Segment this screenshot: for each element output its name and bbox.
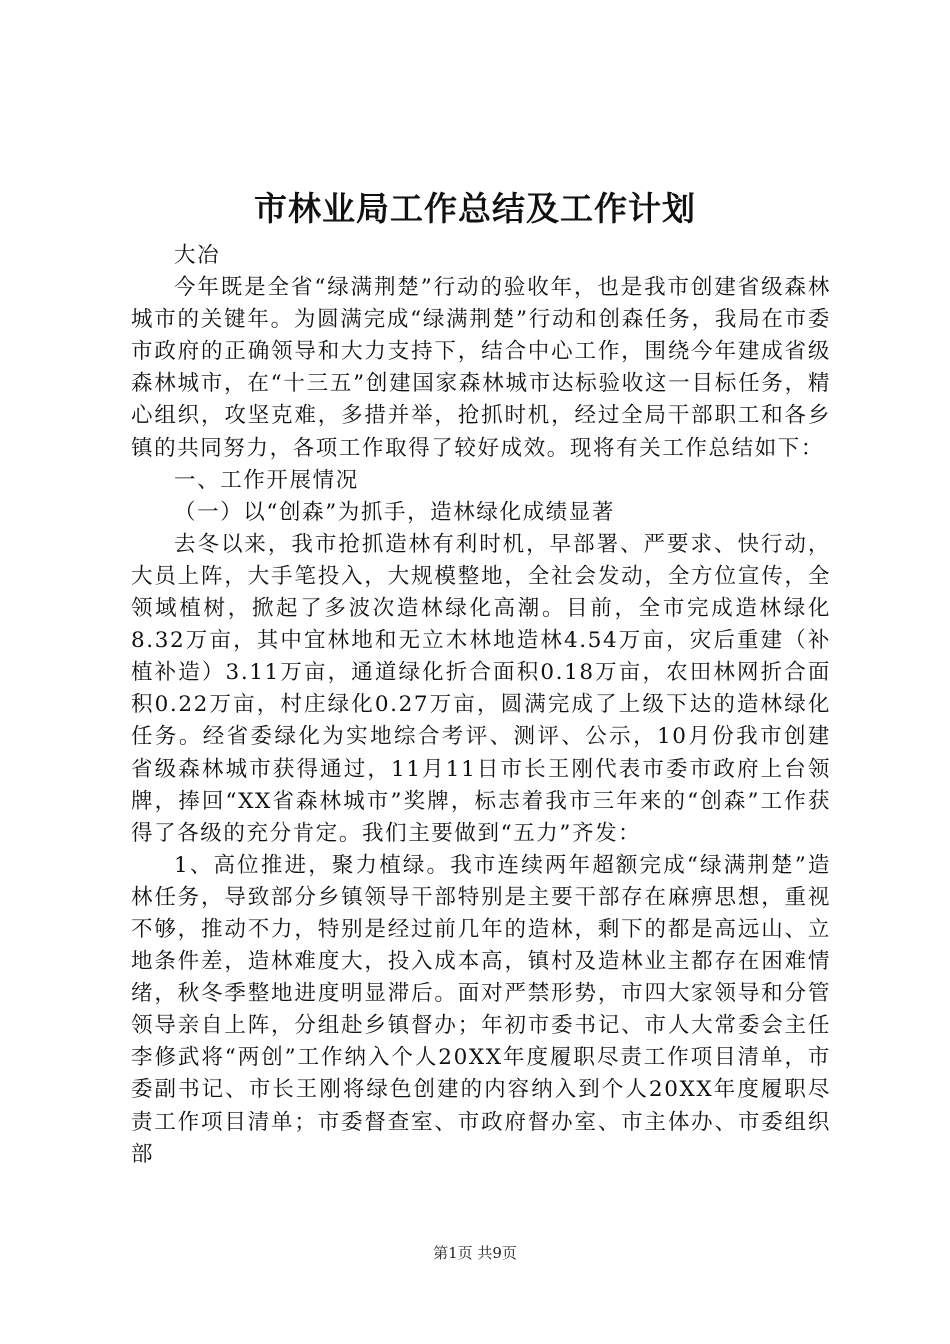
author-line: 大冶 (174, 243, 221, 268)
section-heading: 一、工作开展情况 (174, 467, 359, 493)
body-paragraph: 1、高位推进，聚力植绿。我市连续两年超额完成“绿满荆楚”造林任务，导致部分乡镇领导干部特别是主要干部存在麻痹思想，重视不够，推动不力，特别是经过前几年的造林，剩下的都是高远山、立地条件差，造林难度大，投入成本高，镇村及造林业主都存在困难情绪，秋冬季整地进度明显滞后。面对严禁形势，市四大家领导和分管领导亲自上阵，分组赴乡镇督办；年初市委书记、市人大常委会主任李修武将“两创”工作纳入个人20XX年度履职尽责工作项目清单，市委副书记、市长王刚将绿色创建的内容纳入到个人20XX年度履职尽责工作项目清单；市委督查室、市政府督办室、市主体办、市委组织部 (131, 852, 831, 1167)
intro-paragraph: 今年既是全省“绿满荆楚”行动的验收年，也是我市创建省级森林城市的关键年。为圆满完成“绿满荆楚”行动和创森任务，我局在市委市政府的正确领导和大力支持下，结合中心工作，围绕今年建成省级森林城市，在“十三五”创建国家森林城市达标验收这一目标任务，精心组织，攻坚克难，多措并举，抢抓时机，经过全局干部职工和各乡镇的共同努力，各项工作取得了较好成效。现将有关工作总结如下： (131, 275, 831, 461)
subsection-heading: （一）以“创森”为抓手，造林绿化成绩显著 (174, 499, 615, 525)
document-body (131, 240, 831, 1171)
page-footer: 第1页 共9页 (433, 1244, 517, 1262)
document-title: 市林业局工作总结及工作计划 (254, 189, 696, 228)
body-paragraph: 去冬以来，我市抢抓造林有利时机，早部署、严要求、快行动，大员上阵，大手笔投入，大规模整地，全社会发动，全方位宣传，全领域植树，掀起了多波次造林绿化高潮。目前，全市完成造林绿化8.32万亩，其中宜林地和无立木林地造林4.54万亩，灾后重建（补植补造）3.11万亩，通道绿化折合面积0.18万亩，农田林网折合面积0.22万亩，村庄绿化0.27万亩，圆满完成了上级下达的造林绿化任务。经省委绿化为实地综合考评、测评、公示，10月份我市创建省级森林城市获得通过，11月11日市长王刚代表市委市政府上台领牌，捧回“XX省森林城市”奖牌，标志着我市三年来的“创森”工作获得了各级的充分肯定。我们主要做到“五力”齐发： (131, 531, 831, 846)
